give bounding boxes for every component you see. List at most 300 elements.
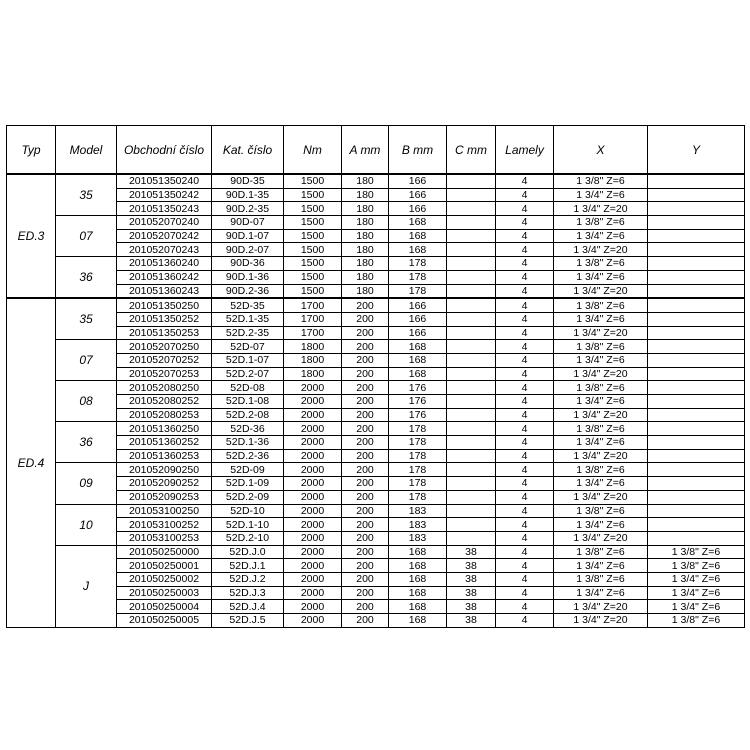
model-cell: 35 bbox=[56, 174, 117, 216]
x-cell: 1 3/4" Z=20 bbox=[554, 284, 648, 298]
a-mm-cell: 200 bbox=[342, 531, 389, 545]
x-cell: 1 3/8" Z=6 bbox=[554, 174, 648, 188]
y-cell bbox=[648, 408, 745, 422]
b-mm-cell: 183 bbox=[389, 531, 447, 545]
kat-cislo-cell: 52D-09 bbox=[212, 463, 284, 477]
b-mm-cell: 178 bbox=[389, 449, 447, 463]
x-cell: 1 3/8" Z=6 bbox=[554, 381, 648, 395]
kat-cislo-cell: 90D.2-35 bbox=[212, 202, 284, 216]
kat-cislo-cell: 52D.J.0 bbox=[212, 545, 284, 559]
lamely-cell: 4 bbox=[496, 477, 554, 491]
nm-cell: 2000 bbox=[284, 518, 342, 532]
a-mm-cell: 180 bbox=[342, 284, 389, 298]
a-mm-cell: 200 bbox=[342, 572, 389, 586]
y-cell bbox=[648, 367, 745, 381]
lamely-cell: 4 bbox=[496, 614, 554, 628]
model-cell: 07 bbox=[56, 340, 117, 381]
obchodni-cislo-cell: 201050250003 bbox=[117, 586, 212, 600]
a-mm-cell: 200 bbox=[342, 614, 389, 628]
nm-cell: 1500 bbox=[284, 270, 342, 284]
a-mm-cell: 200 bbox=[342, 422, 389, 436]
x-cell: 1 3/4" Z=6 bbox=[554, 559, 648, 573]
x-cell: 1 3/4" Z=6 bbox=[554, 312, 648, 326]
y-cell bbox=[648, 436, 745, 450]
a-mm-cell: 200 bbox=[342, 312, 389, 326]
c-mm-cell bbox=[447, 353, 496, 367]
lamely-cell: 4 bbox=[496, 257, 554, 271]
lamely-cell: 4 bbox=[496, 490, 554, 504]
x-cell: 1 3/4" Z=20 bbox=[554, 408, 648, 422]
y-cell bbox=[648, 229, 745, 243]
b-mm-cell: 168 bbox=[389, 600, 447, 614]
kat-cislo-cell: 90D.1-36 bbox=[212, 270, 284, 284]
table-row bbox=[7, 188, 745, 202]
c-mm-cell bbox=[447, 257, 496, 271]
obchodni-cislo-cell: 201052090253 bbox=[117, 490, 212, 504]
lamely-cell: 4 bbox=[496, 436, 554, 450]
obchodni-cislo-cell: 201053100250 bbox=[117, 504, 212, 518]
c-mm-cell bbox=[447, 531, 496, 545]
table-row bbox=[7, 463, 745, 477]
table-row bbox=[7, 174, 745, 188]
kat-cislo-cell: 52D.2-07 bbox=[212, 367, 284, 381]
product-table bbox=[6, 125, 745, 628]
obchodni-cislo-cell: 201051360243 bbox=[117, 284, 212, 298]
x-cell: 1 3/4" Z=6 bbox=[554, 188, 648, 202]
c-mm-cell bbox=[447, 216, 496, 230]
header-nm: Nm bbox=[284, 126, 342, 175]
y-cell bbox=[648, 422, 745, 436]
x-cell: 1 3/4" Z=20 bbox=[554, 449, 648, 463]
nm-cell: 1500 bbox=[284, 243, 342, 257]
nm-cell: 2000 bbox=[284, 436, 342, 450]
x-cell: 1 3/4" Z=6 bbox=[554, 229, 648, 243]
kat-cislo-cell: 52D.1-09 bbox=[212, 477, 284, 491]
b-mm-cell: 176 bbox=[389, 408, 447, 422]
obchodni-cislo-cell: 201051360250 bbox=[117, 422, 212, 436]
y-cell bbox=[648, 270, 745, 284]
nm-cell: 1500 bbox=[284, 284, 342, 298]
lamely-cell: 4 bbox=[496, 270, 554, 284]
obchodni-cislo-cell: 201051350240 bbox=[117, 174, 212, 188]
table-row bbox=[7, 600, 745, 614]
c-mm-cell bbox=[447, 449, 496, 463]
x-cell: 1 3/4" Z=6 bbox=[554, 353, 648, 367]
c-mm-cell bbox=[447, 504, 496, 518]
obchodni-cislo-cell: 201052070242 bbox=[117, 229, 212, 243]
lamely-cell: 4 bbox=[496, 449, 554, 463]
a-mm-cell: 200 bbox=[342, 463, 389, 477]
lamely-cell: 4 bbox=[496, 326, 554, 340]
table-row bbox=[7, 229, 745, 243]
lamely-cell: 4 bbox=[496, 518, 554, 532]
table-row bbox=[7, 531, 745, 545]
b-mm-cell: 166 bbox=[389, 312, 447, 326]
x-cell: 1 3/8" Z=6 bbox=[554, 504, 648, 518]
x-cell: 1 3/4" Z=20 bbox=[554, 202, 648, 216]
kat-cislo-cell: 52D.2-36 bbox=[212, 449, 284, 463]
obchodni-cislo-cell: 201052070240 bbox=[117, 216, 212, 230]
x-cell: 1 3/8" Z=6 bbox=[554, 298, 648, 312]
obchodni-cislo-cell: 201051360252 bbox=[117, 436, 212, 450]
y-cell: 1 3/8" Z=6 bbox=[648, 614, 745, 628]
a-mm-cell: 200 bbox=[342, 367, 389, 381]
kat-cislo-cell: 90D.2-36 bbox=[212, 284, 284, 298]
kat-cislo-cell: 52D.1-10 bbox=[212, 518, 284, 532]
kat-cislo-cell: 52D.1-08 bbox=[212, 395, 284, 409]
x-cell: 1 3/4" Z=6 bbox=[554, 477, 648, 491]
table-row bbox=[7, 586, 745, 600]
c-mm-cell: 38 bbox=[447, 600, 496, 614]
kat-cislo-cell: 52D.J.5 bbox=[212, 614, 284, 628]
b-mm-cell: 178 bbox=[389, 270, 447, 284]
nm-cell: 1500 bbox=[284, 188, 342, 202]
obchodni-cislo-cell: 201050250004 bbox=[117, 600, 212, 614]
a-mm-cell: 200 bbox=[342, 353, 389, 367]
nm-cell: 2000 bbox=[284, 572, 342, 586]
table-row bbox=[7, 436, 745, 450]
table-row bbox=[7, 284, 745, 298]
nm-cell: 1500 bbox=[284, 174, 342, 188]
b-mm-cell: 168 bbox=[389, 559, 447, 573]
nm-cell: 2000 bbox=[284, 531, 342, 545]
c-mm-cell bbox=[447, 408, 496, 422]
header-model: Model bbox=[56, 126, 117, 175]
lamely-cell: 4 bbox=[496, 202, 554, 216]
y-cell: 1 3/4" Z=6 bbox=[648, 572, 745, 586]
x-cell: 1 3/8" Z=6 bbox=[554, 216, 648, 230]
nm-cell: 1800 bbox=[284, 353, 342, 367]
b-mm-cell: 178 bbox=[389, 257, 447, 271]
nm-cell: 2000 bbox=[284, 449, 342, 463]
lamely-cell: 4 bbox=[496, 600, 554, 614]
obchodni-cislo-cell: 201052090250 bbox=[117, 463, 212, 477]
b-mm-cell: 168 bbox=[389, 229, 447, 243]
x-cell: 1 3/4" Z=6 bbox=[554, 586, 648, 600]
obchodni-cislo-cell: 201051350253 bbox=[117, 326, 212, 340]
model-cell: J bbox=[56, 545, 117, 627]
b-mm-cell: 183 bbox=[389, 504, 447, 518]
c-mm-cell bbox=[447, 188, 496, 202]
header-b-mm: B mm bbox=[389, 126, 447, 175]
header-kat-cislo: Kat. číslo bbox=[212, 126, 284, 175]
nm-cell: 2000 bbox=[284, 600, 342, 614]
kat-cislo-cell: 90D.1-35 bbox=[212, 188, 284, 202]
nm-cell: 1500 bbox=[284, 229, 342, 243]
c-mm-cell bbox=[447, 463, 496, 477]
y-cell bbox=[648, 353, 745, 367]
a-mm-cell: 180 bbox=[342, 174, 389, 188]
obchodni-cislo-cell: 201050250000 bbox=[117, 545, 212, 559]
header-a-mm: A mm bbox=[342, 126, 389, 175]
b-mm-cell: 178 bbox=[389, 463, 447, 477]
b-mm-cell: 168 bbox=[389, 545, 447, 559]
header-y: Y bbox=[648, 126, 745, 175]
nm-cell: 2000 bbox=[284, 381, 342, 395]
obchodni-cislo-cell: 201050250002 bbox=[117, 572, 212, 586]
a-mm-cell: 200 bbox=[342, 545, 389, 559]
kat-cislo-cell: 52D.1-36 bbox=[212, 436, 284, 450]
kat-cislo-cell: 52D-08 bbox=[212, 381, 284, 395]
lamely-cell: 4 bbox=[496, 395, 554, 409]
nm-cell: 2000 bbox=[284, 463, 342, 477]
y-cell bbox=[648, 202, 745, 216]
b-mm-cell: 166 bbox=[389, 326, 447, 340]
lamely-cell: 4 bbox=[496, 229, 554, 243]
y-cell bbox=[648, 326, 745, 340]
lamely-cell: 4 bbox=[496, 367, 554, 381]
header-x: X bbox=[554, 126, 648, 175]
y-cell: 1 3/8" Z=6 bbox=[648, 559, 745, 573]
x-cell: 1 3/8" Z=6 bbox=[554, 545, 648, 559]
y-cell bbox=[648, 504, 745, 518]
a-mm-cell: 180 bbox=[342, 188, 389, 202]
c-mm-cell: 38 bbox=[447, 586, 496, 600]
obchodni-cislo-cell: 201052070250 bbox=[117, 340, 212, 354]
x-cell: 1 3/8" Z=6 bbox=[554, 463, 648, 477]
b-mm-cell: 168 bbox=[389, 614, 447, 628]
a-mm-cell: 200 bbox=[342, 559, 389, 573]
kat-cislo-cell: 52D.J.1 bbox=[212, 559, 284, 573]
a-mm-cell: 200 bbox=[342, 504, 389, 518]
nm-cell: 1700 bbox=[284, 326, 342, 340]
y-cell bbox=[648, 477, 745, 491]
nm-cell: 2000 bbox=[284, 504, 342, 518]
nm-cell: 1700 bbox=[284, 312, 342, 326]
model-cell: 10 bbox=[56, 504, 117, 545]
y-cell bbox=[648, 531, 745, 545]
obchodni-cislo-cell: 201050250005 bbox=[117, 614, 212, 628]
header-c-mm: C mm bbox=[447, 126, 496, 175]
lamely-cell: 4 bbox=[496, 340, 554, 354]
c-mm-cell bbox=[447, 284, 496, 298]
kat-cislo-cell: 52D-10 bbox=[212, 504, 284, 518]
y-cell bbox=[648, 216, 745, 230]
c-mm-cell bbox=[447, 477, 496, 491]
lamely-cell: 4 bbox=[496, 545, 554, 559]
obchodni-cislo-cell: 201052070243 bbox=[117, 243, 212, 257]
model-cell: 09 bbox=[56, 463, 117, 504]
obchodni-cislo-cell: 201051350250 bbox=[117, 298, 212, 312]
lamely-cell: 4 bbox=[496, 243, 554, 257]
x-cell: 1 3/8" Z=6 bbox=[554, 340, 648, 354]
b-mm-cell: 168 bbox=[389, 243, 447, 257]
y-cell bbox=[648, 449, 745, 463]
lamely-cell: 4 bbox=[496, 381, 554, 395]
c-mm-cell bbox=[447, 174, 496, 188]
nm-cell: 2000 bbox=[284, 559, 342, 573]
c-mm-cell bbox=[447, 312, 496, 326]
x-cell: 1 3/4" Z=6 bbox=[554, 436, 648, 450]
c-mm-cell bbox=[447, 340, 496, 354]
table-row bbox=[7, 477, 745, 491]
lamely-cell: 4 bbox=[496, 531, 554, 545]
c-mm-cell bbox=[447, 326, 496, 340]
x-cell: 1 3/8" Z=6 bbox=[554, 572, 648, 586]
a-mm-cell: 200 bbox=[342, 518, 389, 532]
table-row bbox=[7, 340, 745, 354]
obchodni-cislo-cell: 201050250001 bbox=[117, 559, 212, 573]
b-mm-cell: 168 bbox=[389, 353, 447, 367]
b-mm-cell: 178 bbox=[389, 490, 447, 504]
x-cell: 1 3/8" Z=6 bbox=[554, 422, 648, 436]
c-mm-cell bbox=[447, 367, 496, 381]
table-row bbox=[7, 395, 745, 409]
table-row bbox=[7, 572, 745, 586]
kat-cislo-cell: 52D-35 bbox=[212, 298, 284, 312]
kat-cislo-cell: 52D.2-08 bbox=[212, 408, 284, 422]
x-cell: 1 3/4" Z=20 bbox=[554, 600, 648, 614]
c-mm-cell bbox=[447, 202, 496, 216]
c-mm-cell bbox=[447, 229, 496, 243]
lamely-cell: 4 bbox=[496, 174, 554, 188]
nm-cell: 1500 bbox=[284, 216, 342, 230]
b-mm-cell: 178 bbox=[389, 422, 447, 436]
nm-cell: 1800 bbox=[284, 340, 342, 354]
a-mm-cell: 200 bbox=[342, 586, 389, 600]
lamely-cell: 4 bbox=[496, 216, 554, 230]
table-row bbox=[7, 270, 745, 284]
obchodni-cislo-cell: 201051350243 bbox=[117, 202, 212, 216]
kat-cislo-cell: 90D-07 bbox=[212, 216, 284, 230]
kat-cislo-cell: 52D.J.2 bbox=[212, 572, 284, 586]
kat-cislo-cell: 52D.2-09 bbox=[212, 490, 284, 504]
x-cell: 1 3/4" Z=20 bbox=[554, 490, 648, 504]
obchodni-cislo-cell: 201052070252 bbox=[117, 353, 212, 367]
b-mm-cell: 168 bbox=[389, 367, 447, 381]
obchodni-cislo-cell: 201052090252 bbox=[117, 477, 212, 491]
table-row bbox=[7, 353, 745, 367]
model-cell: 36 bbox=[56, 422, 117, 463]
x-cell: 1 3/4" Z=20 bbox=[554, 367, 648, 381]
obchodni-cislo-cell: 201052080252 bbox=[117, 395, 212, 409]
c-mm-cell bbox=[447, 298, 496, 312]
b-mm-cell: 183 bbox=[389, 518, 447, 532]
nm-cell: 2000 bbox=[284, 477, 342, 491]
a-mm-cell: 180 bbox=[342, 229, 389, 243]
table-row bbox=[7, 326, 745, 340]
nm-cell: 1500 bbox=[284, 257, 342, 271]
x-cell: 1 3/4" Z=20 bbox=[554, 243, 648, 257]
c-mm-cell bbox=[447, 518, 496, 532]
nm-cell: 1800 bbox=[284, 367, 342, 381]
x-cell: 1 3/4" Z=6 bbox=[554, 270, 648, 284]
y-cell bbox=[648, 257, 745, 271]
y-cell bbox=[648, 188, 745, 202]
y-cell: 1 3/8" Z=6 bbox=[648, 545, 745, 559]
model-cell: 07 bbox=[56, 216, 117, 257]
y-cell bbox=[648, 340, 745, 354]
lamely-cell: 4 bbox=[496, 559, 554, 573]
y-cell bbox=[648, 243, 745, 257]
a-mm-cell: 200 bbox=[342, 395, 389, 409]
a-mm-cell: 180 bbox=[342, 216, 389, 230]
kat-cislo-cell: 52D.J.4 bbox=[212, 600, 284, 614]
b-mm-cell: 178 bbox=[389, 477, 447, 491]
x-cell: 1 3/4" Z=20 bbox=[554, 531, 648, 545]
header-obchodni-cislo: Obchodní číslo bbox=[117, 126, 212, 175]
y-cell bbox=[648, 174, 745, 188]
table-row bbox=[7, 559, 745, 573]
a-mm-cell: 180 bbox=[342, 243, 389, 257]
b-mm-cell: 168 bbox=[389, 216, 447, 230]
kat-cislo-cell: 52D.2-10 bbox=[212, 531, 284, 545]
a-mm-cell: 200 bbox=[342, 449, 389, 463]
b-mm-cell: 178 bbox=[389, 436, 447, 450]
table-row bbox=[7, 449, 745, 463]
table-row bbox=[7, 518, 745, 532]
y-cell bbox=[648, 312, 745, 326]
lamely-cell: 4 bbox=[496, 353, 554, 367]
a-mm-cell: 200 bbox=[342, 298, 389, 312]
b-mm-cell: 178 bbox=[389, 284, 447, 298]
c-mm-cell: 38 bbox=[447, 572, 496, 586]
b-mm-cell: 176 bbox=[389, 381, 447, 395]
b-mm-cell: 166 bbox=[389, 188, 447, 202]
kat-cislo-cell: 90D.2-07 bbox=[212, 243, 284, 257]
table-body bbox=[7, 174, 745, 627]
kat-cislo-cell: 90D-35 bbox=[212, 174, 284, 188]
c-mm-cell bbox=[447, 436, 496, 450]
lamely-cell: 4 bbox=[496, 422, 554, 436]
a-mm-cell: 200 bbox=[342, 381, 389, 395]
table-row bbox=[7, 216, 745, 230]
y-cell bbox=[648, 381, 745, 395]
nm-cell: 2000 bbox=[284, 586, 342, 600]
model-cell: 36 bbox=[56, 257, 117, 299]
y-cell bbox=[648, 463, 745, 477]
x-cell: 1 3/4" Z=20 bbox=[554, 614, 648, 628]
table-row bbox=[7, 490, 745, 504]
lamely-cell: 4 bbox=[496, 188, 554, 202]
kat-cislo-cell: 52D.1-35 bbox=[212, 312, 284, 326]
y-cell bbox=[648, 490, 745, 504]
c-mm-cell bbox=[447, 490, 496, 504]
c-mm-cell bbox=[447, 422, 496, 436]
a-mm-cell: 200 bbox=[342, 326, 389, 340]
nm-cell: 2000 bbox=[284, 614, 342, 628]
b-mm-cell: 168 bbox=[389, 340, 447, 354]
lamely-cell: 4 bbox=[496, 284, 554, 298]
obchodni-cislo-cell: 201053100252 bbox=[117, 518, 212, 532]
c-mm-cell: 38 bbox=[447, 614, 496, 628]
obchodni-cislo-cell: 201052080253 bbox=[117, 408, 212, 422]
a-mm-cell: 180 bbox=[342, 257, 389, 271]
c-mm-cell bbox=[447, 381, 496, 395]
nm-cell: 1500 bbox=[284, 202, 342, 216]
table-row bbox=[7, 257, 745, 271]
nm-cell: 2000 bbox=[284, 422, 342, 436]
header-row bbox=[7, 126, 745, 175]
x-cell: 1 3/4" Z=6 bbox=[554, 395, 648, 409]
y-cell bbox=[648, 284, 745, 298]
nm-cell: 1700 bbox=[284, 298, 342, 312]
a-mm-cell: 180 bbox=[342, 202, 389, 216]
table-row bbox=[7, 545, 745, 559]
kat-cislo-cell: 90D-36 bbox=[212, 257, 284, 271]
a-mm-cell: 200 bbox=[342, 436, 389, 450]
table-row bbox=[7, 614, 745, 628]
table-row bbox=[7, 202, 745, 216]
a-mm-cell: 200 bbox=[342, 600, 389, 614]
a-mm-cell: 180 bbox=[342, 270, 389, 284]
model-cell: 08 bbox=[56, 381, 117, 422]
obchodni-cislo-cell: 201052070253 bbox=[117, 367, 212, 381]
lamely-cell: 4 bbox=[496, 586, 554, 600]
table-row bbox=[7, 367, 745, 381]
lamely-cell: 4 bbox=[496, 298, 554, 312]
y-cell: 1 3/4" Z=6 bbox=[648, 586, 745, 600]
